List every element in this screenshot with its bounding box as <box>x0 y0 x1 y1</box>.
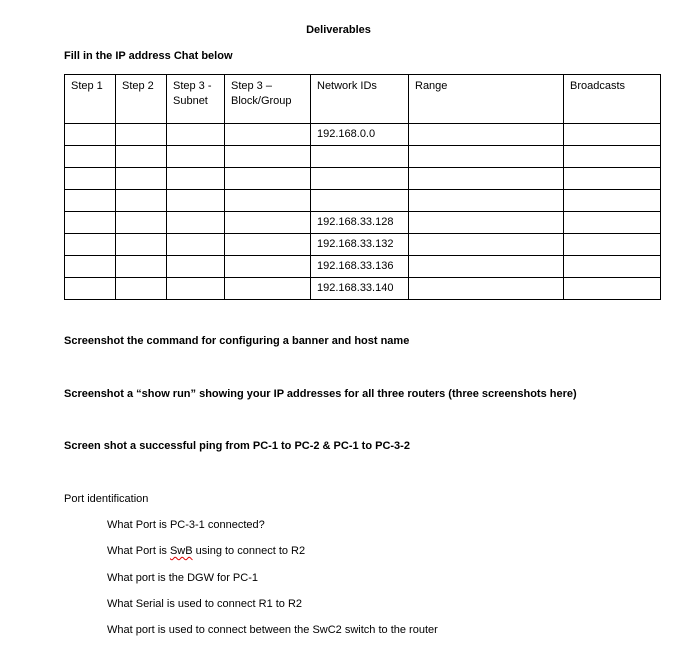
table-cell <box>167 278 225 300</box>
table-row <box>65 168 661 190</box>
table-cell <box>65 190 116 212</box>
table-row <box>65 190 661 212</box>
table-cell <box>409 278 564 300</box>
table-cell <box>225 256 311 278</box>
table-cell <box>116 146 167 168</box>
table-row <box>65 234 661 256</box>
table-cell <box>564 256 661 278</box>
table-cell <box>564 168 661 190</box>
table-cell <box>225 212 311 234</box>
section-ping: Screen shot a successful ping from PC-1 to PC-2 & PC-1 to PC-3-2 <box>64 440 410 452</box>
header-step2 <box>116 75 167 124</box>
network-id-cell: 192.168.33.128 <box>311 212 409 234</box>
question-2-post: using to connect to R2 <box>192 545 306 557</box>
table-cell <box>564 212 661 234</box>
table-cell <box>225 234 311 256</box>
network-id-cell: 192.168.33.136 <box>311 256 409 278</box>
table-cell <box>225 190 311 212</box>
table-cell <box>65 168 116 190</box>
table-cell <box>167 212 225 234</box>
table-cell <box>65 256 116 278</box>
table-cell <box>225 278 311 300</box>
table-row <box>65 124 661 146</box>
question-1: What Port is PC-3-1 connected? <box>107 519 265 531</box>
question-3: What port is the DGW for PC-1 <box>107 572 258 584</box>
table-cell <box>409 168 564 190</box>
header-step3-block <box>225 75 311 124</box>
question-4: What Serial is used to connect R1 to R2 <box>107 598 303 610</box>
table-cell <box>65 234 116 256</box>
table-cell <box>167 190 225 212</box>
table-cell <box>564 278 661 300</box>
header-range <box>409 75 564 124</box>
table-cell <box>409 256 564 278</box>
header-step1 <box>65 75 116 124</box>
table-cell <box>409 234 564 256</box>
question-2 <box>107 545 305 557</box>
table-cell <box>65 212 116 234</box>
network-id-cell: 192.168.33.132 <box>311 234 409 256</box>
header-step1-text: Step 1 <box>71 80 103 92</box>
section-port-identification: Port identification <box>64 493 149 505</box>
section-banner: Screenshot the command for configuring a banner and host name <box>64 335 410 347</box>
header-step3-block-text: Step 3 – Block/Group <box>231 80 292 107</box>
table-cell <box>167 256 225 278</box>
ip-address-table <box>64 74 661 300</box>
section-show-run: Screenshot a “show run” showing your IP addresses for all three routers (three screenshots here) <box>64 388 577 400</box>
header-network-ids <box>311 75 409 124</box>
table-cell <box>167 234 225 256</box>
table-cell <box>65 146 116 168</box>
table-cell <box>409 212 564 234</box>
table-cell <box>116 212 167 234</box>
table-cell <box>167 168 225 190</box>
header-step3-subnet-text: Step 3 - Subnet <box>173 80 212 107</box>
table-cell <box>564 146 661 168</box>
table-cell <box>564 234 661 256</box>
network-id-cell <box>311 146 409 168</box>
page-title: Deliverables <box>306 24 371 36</box>
table-cell <box>564 190 661 212</box>
question-2-word: SwB <box>169 545 193 557</box>
table-cell <box>225 168 311 190</box>
table-cell <box>116 278 167 300</box>
table-cell <box>167 124 225 146</box>
table-cell <box>225 124 311 146</box>
network-id-cell: 192.168.33.140 <box>311 278 409 300</box>
table-row <box>65 212 661 234</box>
table-cell <box>167 146 225 168</box>
network-id-cell <box>311 168 409 190</box>
table-cell <box>116 234 167 256</box>
table-cell <box>409 124 564 146</box>
table-cell <box>65 278 116 300</box>
table-cell <box>409 190 564 212</box>
header-broadcasts-text: Broadcasts <box>570 80 626 92</box>
table-cell <box>116 168 167 190</box>
table-cell <box>564 124 661 146</box>
table-cell <box>116 256 167 278</box>
question-5: What port is used to connect between the SwC2 switch to the router <box>107 624 438 636</box>
table-cell <box>116 190 167 212</box>
header-broadcasts <box>564 75 661 124</box>
header-step2-text: Step 2 <box>122 80 154 92</box>
header-range-text: Range <box>415 80 448 92</box>
table-row <box>65 256 661 278</box>
table-header-row <box>65 75 661 124</box>
table-cell <box>409 146 564 168</box>
table-cell <box>225 146 311 168</box>
table-row <box>65 146 661 168</box>
network-id-cell: 192.168.0.0 <box>311 124 409 146</box>
network-id-cell <box>311 190 409 212</box>
table-cell <box>65 124 116 146</box>
table-cell <box>116 124 167 146</box>
table-row <box>65 278 661 300</box>
header-step3-subnet <box>167 75 225 124</box>
table-intro: Fill in the IP address Chat below <box>64 50 233 62</box>
header-network-ids-text: Network IDs <box>317 80 377 92</box>
question-2-pre: What Port is <box>107 545 170 557</box>
